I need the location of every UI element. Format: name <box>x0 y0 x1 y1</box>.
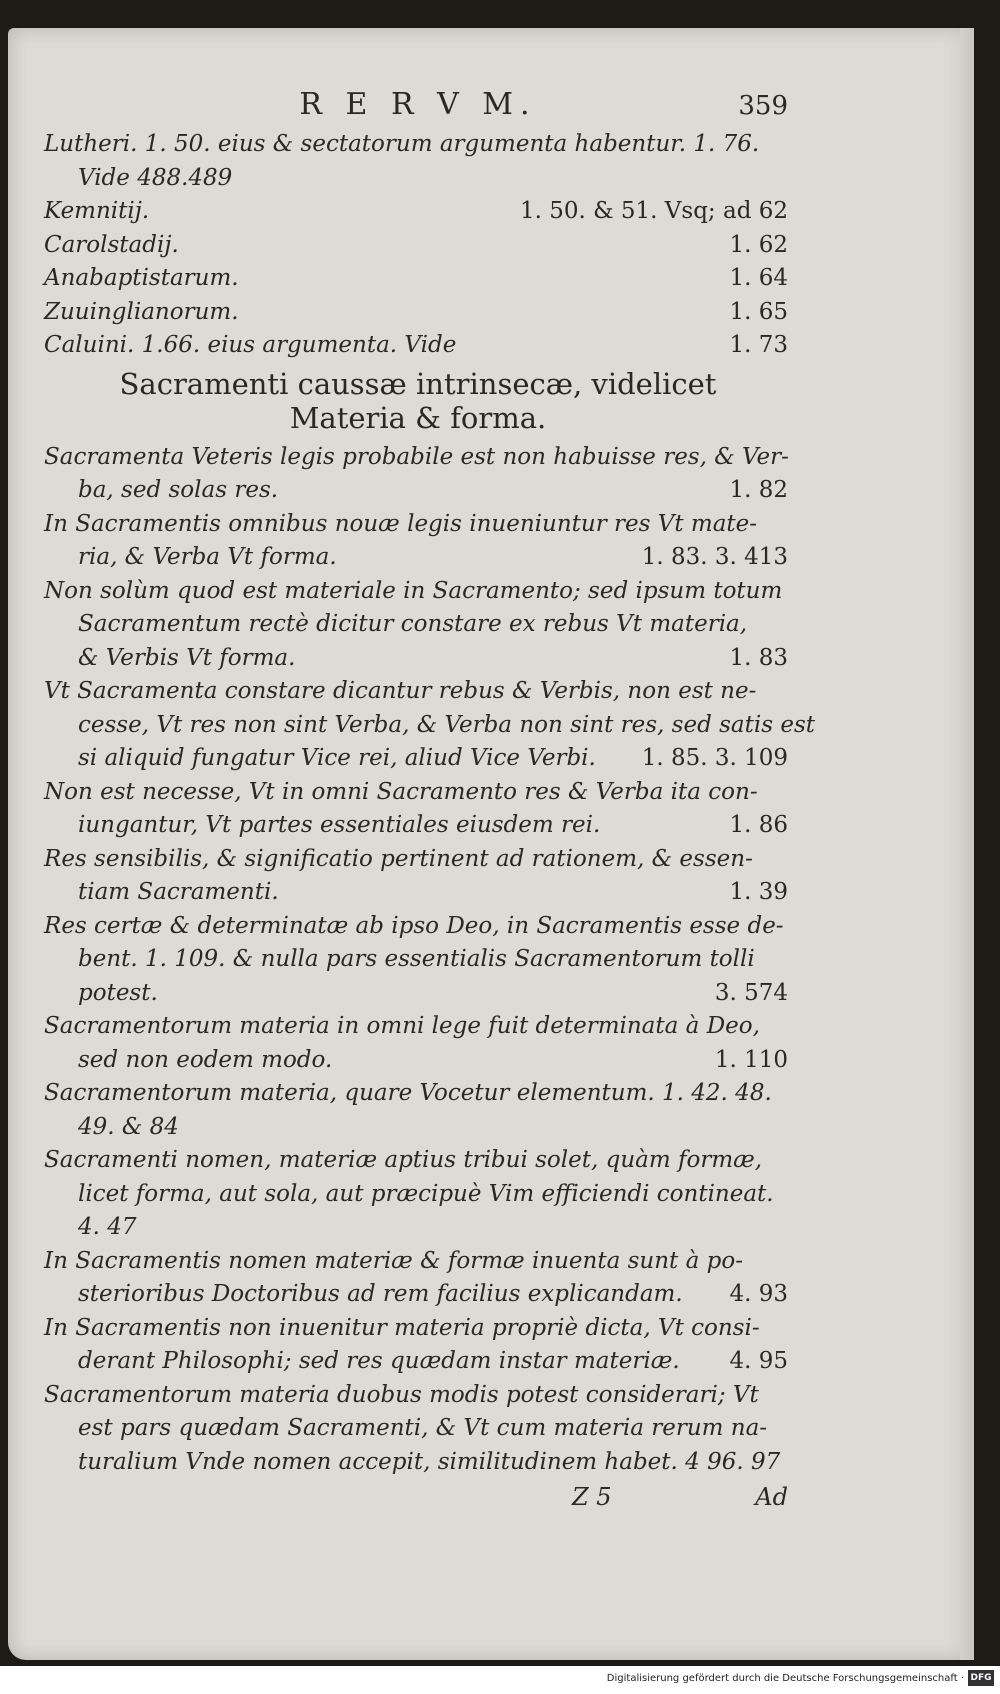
index-entry <box>44 195 792 229</box>
entry-text: sterioribus Doctoribus ad rem facilius explicandam. <box>78 1281 683 1307</box>
entry-continuation-line <box>44 474 792 508</box>
entry-text: tiam Sacramenti. <box>78 879 279 905</box>
entry-line <box>44 508 792 542</box>
entry-text: ba, sed solas res. <box>78 477 279 503</box>
index-entry <box>44 575 792 676</box>
entry-continuation-line <box>44 943 792 977</box>
entry-text: Res certæ & determinatæ ab ipso Deo, in Sacramentis esse de- <box>44 912 784 939</box>
entry-continuation-line <box>44 876 792 910</box>
page-foot-marks <box>44 1481 792 1515</box>
entry-text: bent. 1. 109. & nulla pars essentialis Sacramentorum tolli <box>78 946 755 972</box>
page-header <box>44 88 792 126</box>
dfg-credit-text: Digitalisierung gefördert durch die Deutsche Forschungsgemeinschaft · <box>606 1673 964 1684</box>
entry-text: turalium Vnde nomen accepit, similitudinem habet. 4 96. 97 <box>78 1448 781 1475</box>
entry-text: potest. <box>78 979 158 1006</box>
entry-continuation-line <box>44 1111 792 1145</box>
entry-page-reference: 1. 83. 3. 413 <box>641 544 788 570</box>
entry-line <box>44 1010 792 1044</box>
entry-text: In Sacramentis non inuenitur materia propriè dicta, Vt consi- <box>44 1314 760 1341</box>
index-entry <box>44 1010 792 1077</box>
entry-text: Anabaptistarum. <box>44 265 239 291</box>
entry-page-reference: 1. 82 <box>729 477 788 503</box>
index-entry <box>44 296 792 330</box>
entry-line <box>44 195 792 229</box>
section-heading <box>44 367 792 435</box>
entry-continuation-line <box>44 742 792 776</box>
index-entry <box>44 1312 792 1379</box>
section-heading-line-2: Materia & forma. <box>289 400 547 435</box>
entry-continuation-line <box>44 1044 792 1078</box>
entry-text: est pars quædam Sacramenti, & Vt cum materia rerum na- <box>78 1415 768 1441</box>
entry-page-reference: 1. 39 <box>729 879 788 905</box>
entry-page-reference: 1. 85. 3. 109 <box>641 745 788 771</box>
entry-text: Sacramentorum materia in omni lege fuit determinata à Deo, <box>44 1013 760 1039</box>
dfg-logo-icon: DFG <box>968 1670 994 1686</box>
entry-text: In Sacramentis nomen materiæ & formæ inuenta sunt à po- <box>44 1247 743 1274</box>
index-entries-section <box>44 441 815 1480</box>
entry-continuation-line <box>44 1278 792 1312</box>
digitization-footer <box>0 1666 1000 1694</box>
entry-line <box>44 1144 792 1178</box>
entry-line <box>44 1312 792 1346</box>
entry-line <box>44 296 792 330</box>
entry-text: & Verbis Vt forma. <box>78 644 296 671</box>
index-entry <box>44 508 792 575</box>
entry-continuation-line <box>44 809 792 843</box>
entry-page-reference: 4. 93 <box>729 1281 788 1307</box>
index-column <box>44 87 815 1515</box>
section-heading-line-1: Sacramenti caussæ intrinsecæ, videlicet <box>119 366 717 401</box>
entry-continuation-line <box>44 1446 792 1480</box>
index-entry <box>44 910 792 1011</box>
page-number: 359 <box>738 91 788 121</box>
entry-page-reference: 1. 83 <box>729 644 788 671</box>
entry-continuation-line <box>44 709 815 743</box>
signature-mark: Z 5 <box>572 1483 612 1511</box>
index-entry <box>44 1379 792 1480</box>
entry-page-reference: 1. 73 <box>729 332 788 358</box>
entry-line <box>44 1379 792 1413</box>
entry-line <box>44 262 792 296</box>
entry-page-reference: 1. 65 <box>729 298 788 325</box>
entry-text: Carolstadij. <box>44 231 179 258</box>
entry-line <box>44 910 792 944</box>
entry-continuation-line <box>44 977 792 1011</box>
index-entry <box>44 229 792 263</box>
index-entry <box>44 262 792 296</box>
index-entry <box>44 1245 792 1312</box>
entry-line <box>44 229 792 263</box>
entry-text: Vt Sacramenta constare dicantur rebus & Verbis, non est ne- <box>44 678 757 704</box>
index-entry <box>44 441 792 508</box>
entry-line <box>44 128 792 162</box>
entry-text: Sacramentorum materia duobus modis potest considerari; Vt <box>44 1381 759 1408</box>
index-entry <box>44 675 815 776</box>
entry-text: Sacramentorum materia, quare Vocetur elementum. 1. 42. 48. <box>44 1080 772 1106</box>
entry-text: Sacramenta Veteris legis probabile est non habuisse res, & Ver- <box>44 443 789 470</box>
entry-text: sed non eodem modo. <box>78 1046 333 1073</box>
book-page <box>8 28 974 1660</box>
page-edge-shadow <box>960 28 974 1660</box>
entry-continuation-line <box>44 642 792 676</box>
entry-page-reference: 1. 110 <box>714 1046 788 1073</box>
entry-text: Vide 488.489 <box>78 164 233 191</box>
entry-text: ria, & Verba Vt forma. <box>78 544 337 570</box>
entry-page-reference: 4. 95 <box>729 1348 788 1374</box>
entry-page-reference: 1. 62 <box>729 231 788 258</box>
entry-line <box>44 441 792 475</box>
entry-text: In Sacramentis omnibus nouæ legis inueniuntur res Vt mate- <box>44 510 758 537</box>
entry-continuation-line <box>44 1178 792 1212</box>
index-entry <box>44 843 792 910</box>
entry-text: Sacramenti nomen, materiæ aptius tribui solet, quàm formæ, <box>44 1147 763 1173</box>
entry-text: 49. & 84 <box>78 1113 179 1140</box>
entry-text: cesse, Vt res non sint Verba, & Verba non sint res, sed satis est <box>78 711 815 738</box>
index-entry <box>44 329 792 363</box>
entry-continuation-line <box>44 162 792 196</box>
index-entry <box>44 128 792 195</box>
entry-continuation-line <box>44 608 792 642</box>
entry-continuation-line <box>44 541 792 575</box>
entry-line <box>44 1245 792 1279</box>
entry-page-reference: 3. 574 <box>714 979 788 1006</box>
entry-text: Lutheri. 1. 50. eius & sectatorum argumenta habentur. 1. 76. <box>44 131 760 157</box>
entry-text: Caluini. 1.66. eius argumenta. Vide <box>44 332 457 358</box>
index-entries-top <box>44 128 792 363</box>
entry-text: Res sensibilis, & significatio pertinent ad rationem, & essen- <box>44 845 753 872</box>
entry-continuation-line <box>44 1412 792 1446</box>
entry-text: Zuuinglianorum. <box>44 298 239 325</box>
entry-page-reference: 1. 86 <box>729 812 788 838</box>
running-head: R E R V M. <box>299 87 537 122</box>
entry-text: Kemnitij. <box>44 198 150 224</box>
entry-line <box>44 776 792 810</box>
entry-page-reference: 1. 64 <box>729 265 788 291</box>
entry-continuation-line <box>44 1211 792 1245</box>
entry-line <box>44 675 792 709</box>
entry-text: licet forma, aut sola, aut præcipuè Vim efficiendi contineat. <box>78 1180 774 1207</box>
entry-line <box>44 575 792 609</box>
entry-text: iungantur, Vt partes essentiales eiusdem rei. <box>78 812 601 838</box>
catchword: Ad <box>755 1483 788 1511</box>
index-entry <box>44 1144 792 1245</box>
index-entry <box>44 1077 792 1144</box>
entry-line <box>44 329 792 363</box>
entry-page-reference: 1. 50. & 51. Vsq; ad 62 <box>519 198 788 224</box>
entry-text: 4. 47 <box>78 1214 137 1240</box>
entry-continuation-line <box>44 1345 792 1379</box>
entry-line <box>44 1077 792 1111</box>
entry-text: Non est necesse, Vt in omni Sacramento res & Verba ita con- <box>44 778 758 805</box>
index-entry <box>44 776 792 843</box>
entry-text: Sacramentum rectè dicitur constare ex rebus Vt materia, <box>78 611 748 637</box>
entry-text: Non solùm quod est materiale in Sacramento; sed ipsum totum <box>44 577 783 604</box>
entry-text: derant Philosophi; sed res quædam instar materiæ. <box>78 1348 680 1374</box>
entry-line <box>44 843 792 877</box>
entry-text: si aliquid fungatur Vice rei, aliud Vice Verbi. <box>78 745 596 771</box>
